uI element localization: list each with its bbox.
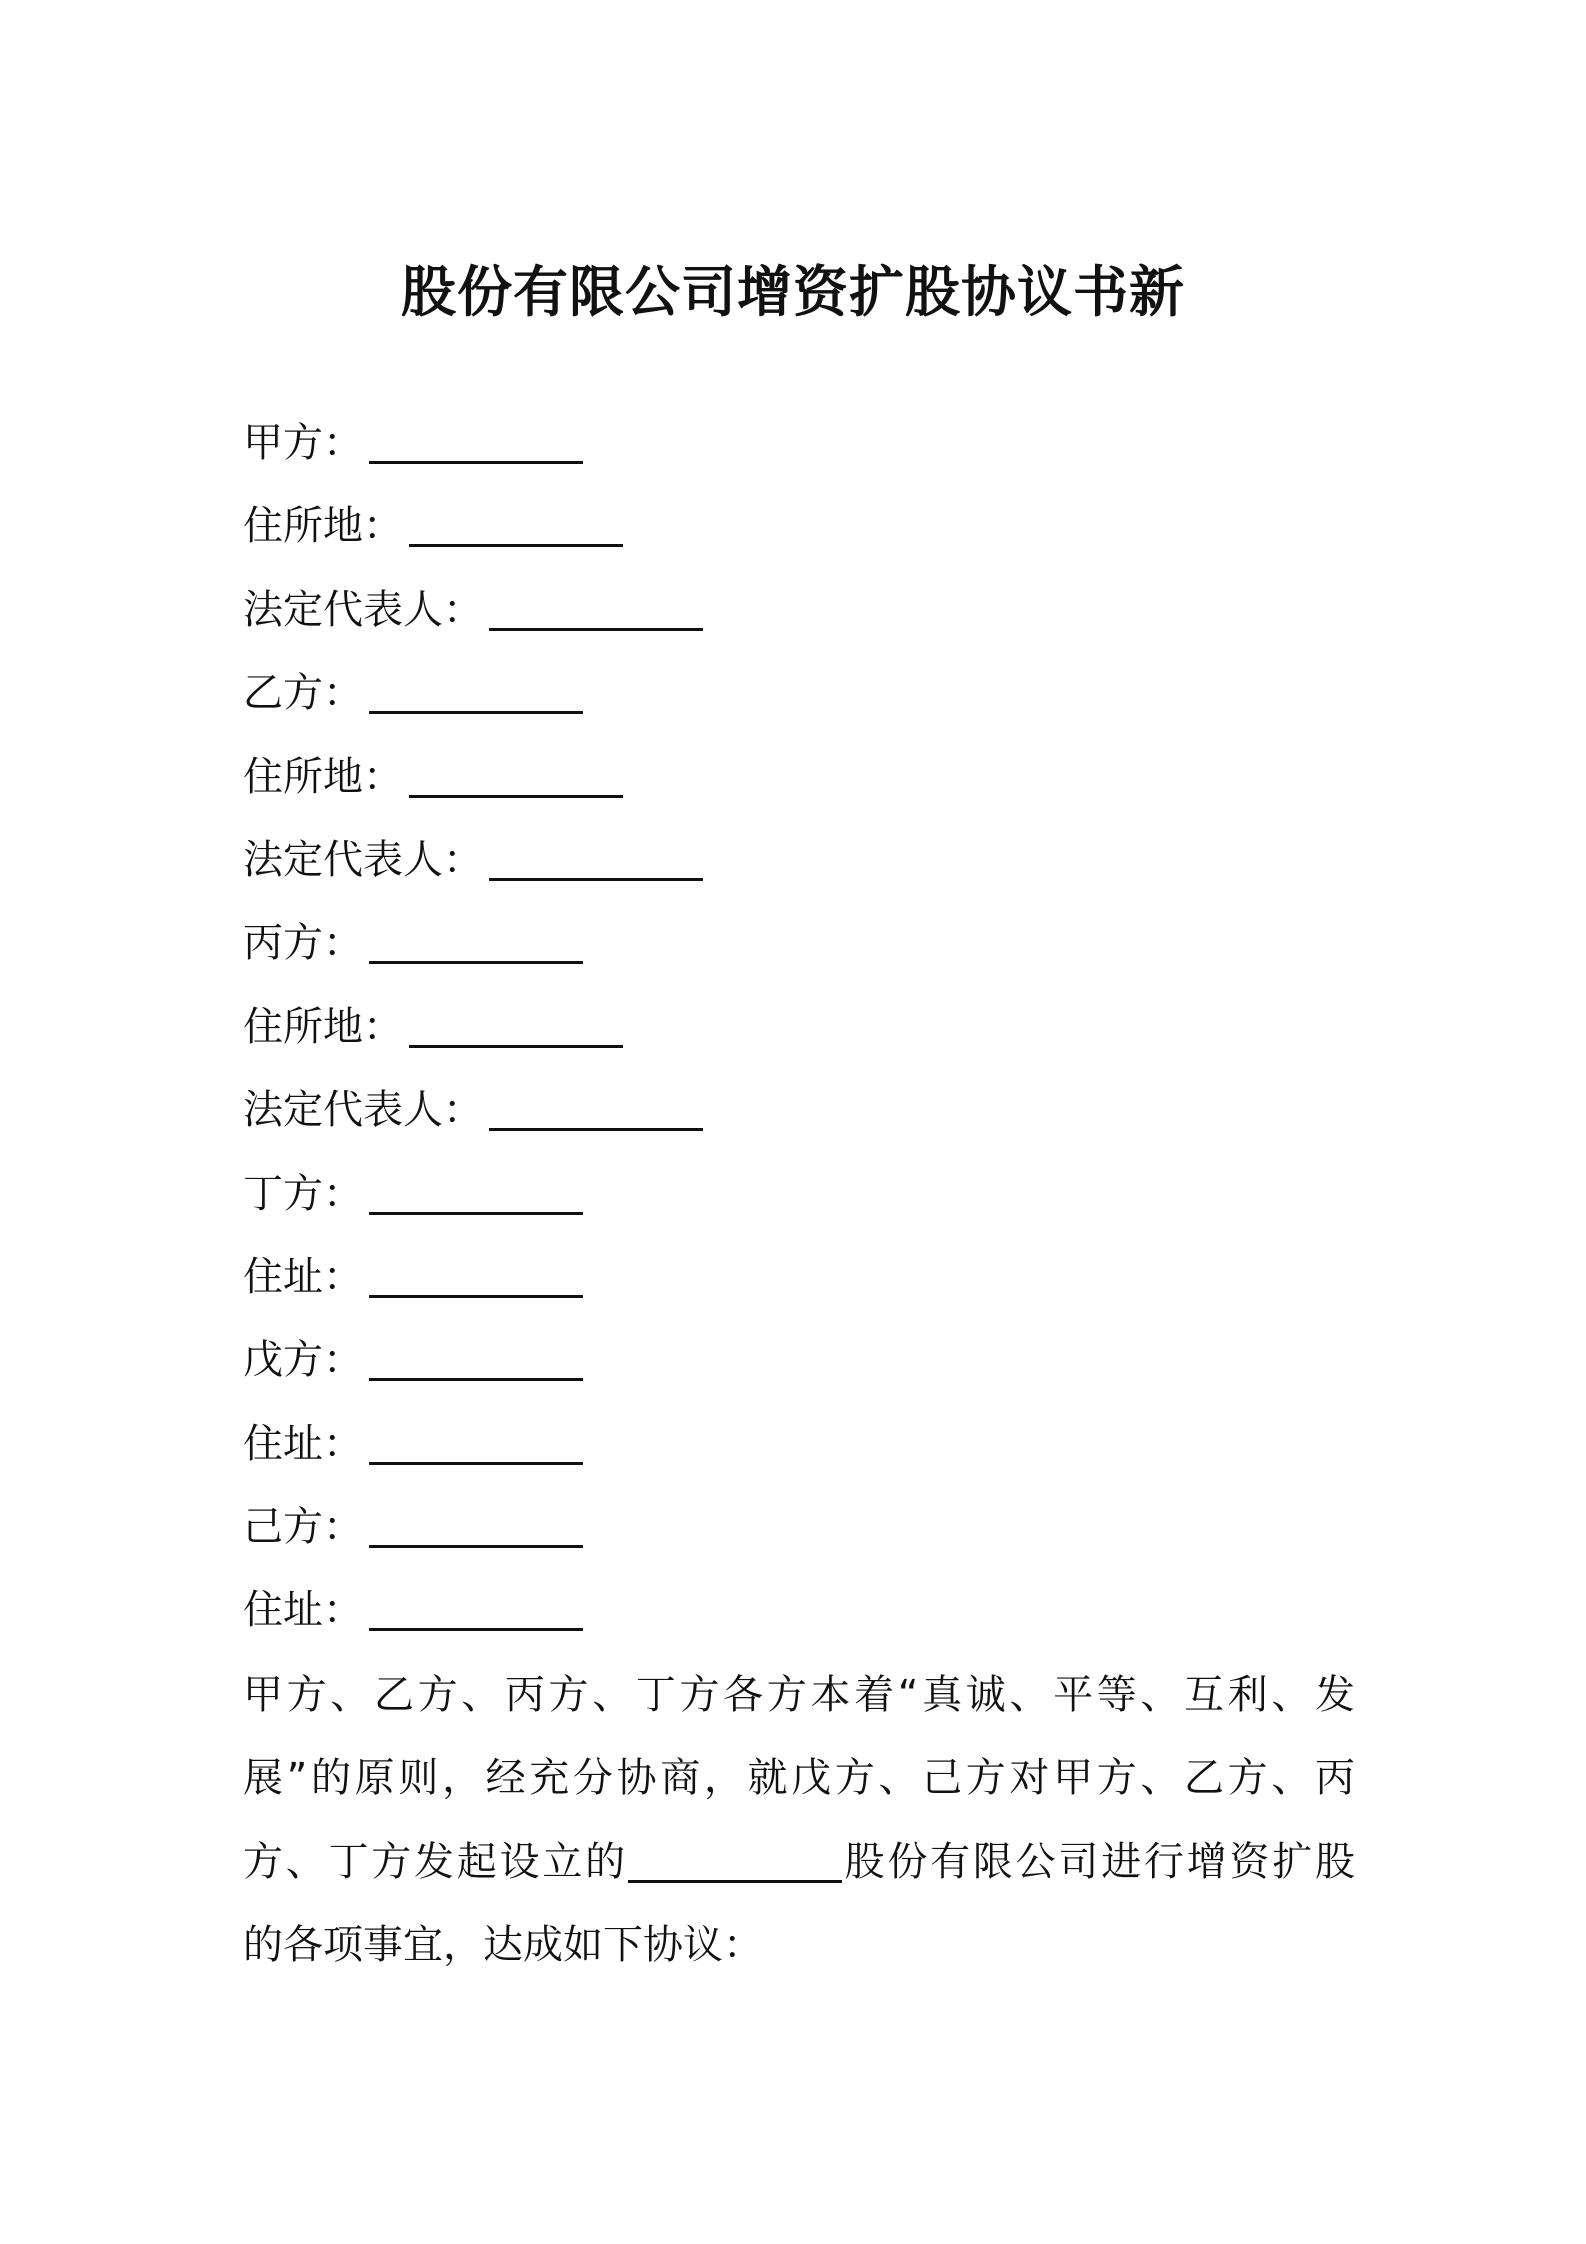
paragraph-line-3-before: 方、丁方发起设立的 — [243, 1838, 628, 1885]
field-label: 法定代表人： — [243, 1087, 483, 1134]
party-b-address-field — [243, 736, 1363, 819]
document-title: 股份有限公司增资扩股协议书新 — [400, 260, 1185, 324]
party-e-address-field — [243, 1403, 1363, 1486]
field-label: 法定代表人： — [243, 836, 483, 883]
party-c-representative-field — [243, 1069, 1363, 1152]
fill-in-blank — [489, 878, 703, 881]
paragraph-line-2: 展”的原则，经充分协商，就戊方、己方对甲方、乙方、丙 — [243, 1755, 1355, 1802]
company-name-blank — [628, 1880, 842, 1883]
paragraph-line-3 — [243, 1821, 1355, 1904]
fill-in-blank — [369, 1212, 583, 1215]
paragraph-line-1: 甲方、乙方、丙方、丁方各方本着“真诚、平等、互利、发 — [243, 1672, 1355, 1718]
fill-in-blank — [409, 1045, 623, 1048]
field-label: 住所地： — [243, 1003, 403, 1050]
field-label: 丙方： — [243, 920, 363, 967]
field-label: 乙方： — [243, 670, 363, 717]
party-f-field — [243, 1486, 1363, 1569]
party-b-field — [243, 652, 1363, 735]
field-label: 住址： — [243, 1587, 363, 1634]
fill-in-blank — [369, 1545, 583, 1548]
fill-in-blank — [409, 544, 623, 547]
fill-in-blank — [409, 795, 623, 798]
intro-paragraph — [243, 1654, 1355, 1988]
field-label: 戊方： — [243, 1337, 363, 1384]
field-label: 住址： — [243, 1253, 363, 1300]
field-label: 住所地： — [243, 503, 403, 550]
fill-in-blank — [369, 1378, 583, 1381]
party-a-address-field — [243, 485, 1363, 568]
paragraph-line-4: 的各项事宜，达成如下协议： — [243, 1922, 763, 1969]
party-e-field — [243, 1319, 1363, 1402]
field-label: 丁方： — [243, 1170, 363, 1217]
party-a-field — [243, 402, 1363, 485]
party-c-address-field — [243, 986, 1363, 1069]
paragraph-line-3-after: 股份有限公司进行增资扩股 — [841, 1838, 1356, 1885]
field-label: 法定代表人： — [243, 586, 483, 633]
party-fields — [243, 402, 1363, 1653]
field-label: 住址： — [243, 1420, 363, 1467]
field-label: 住所地： — [243, 753, 403, 800]
fill-in-blank — [369, 1462, 583, 1465]
fill-in-blank — [369, 461, 583, 464]
fill-in-blank — [489, 628, 703, 631]
party-f-address-field — [243, 1569, 1363, 1652]
fill-in-blank — [369, 1295, 583, 1298]
party-d-field — [243, 1153, 1363, 1236]
fill-in-blank — [369, 961, 583, 964]
party-d-address-field — [243, 1236, 1363, 1319]
party-c-field — [243, 902, 1363, 985]
party-a-representative-field — [243, 569, 1363, 652]
fill-in-blank — [369, 1628, 583, 1631]
party-b-representative-field — [243, 819, 1363, 902]
fill-in-blank — [489, 1128, 703, 1131]
field-label: 己方： — [243, 1504, 363, 1551]
fill-in-blank — [369, 711, 583, 714]
field-label: 甲方： — [243, 420, 363, 466]
